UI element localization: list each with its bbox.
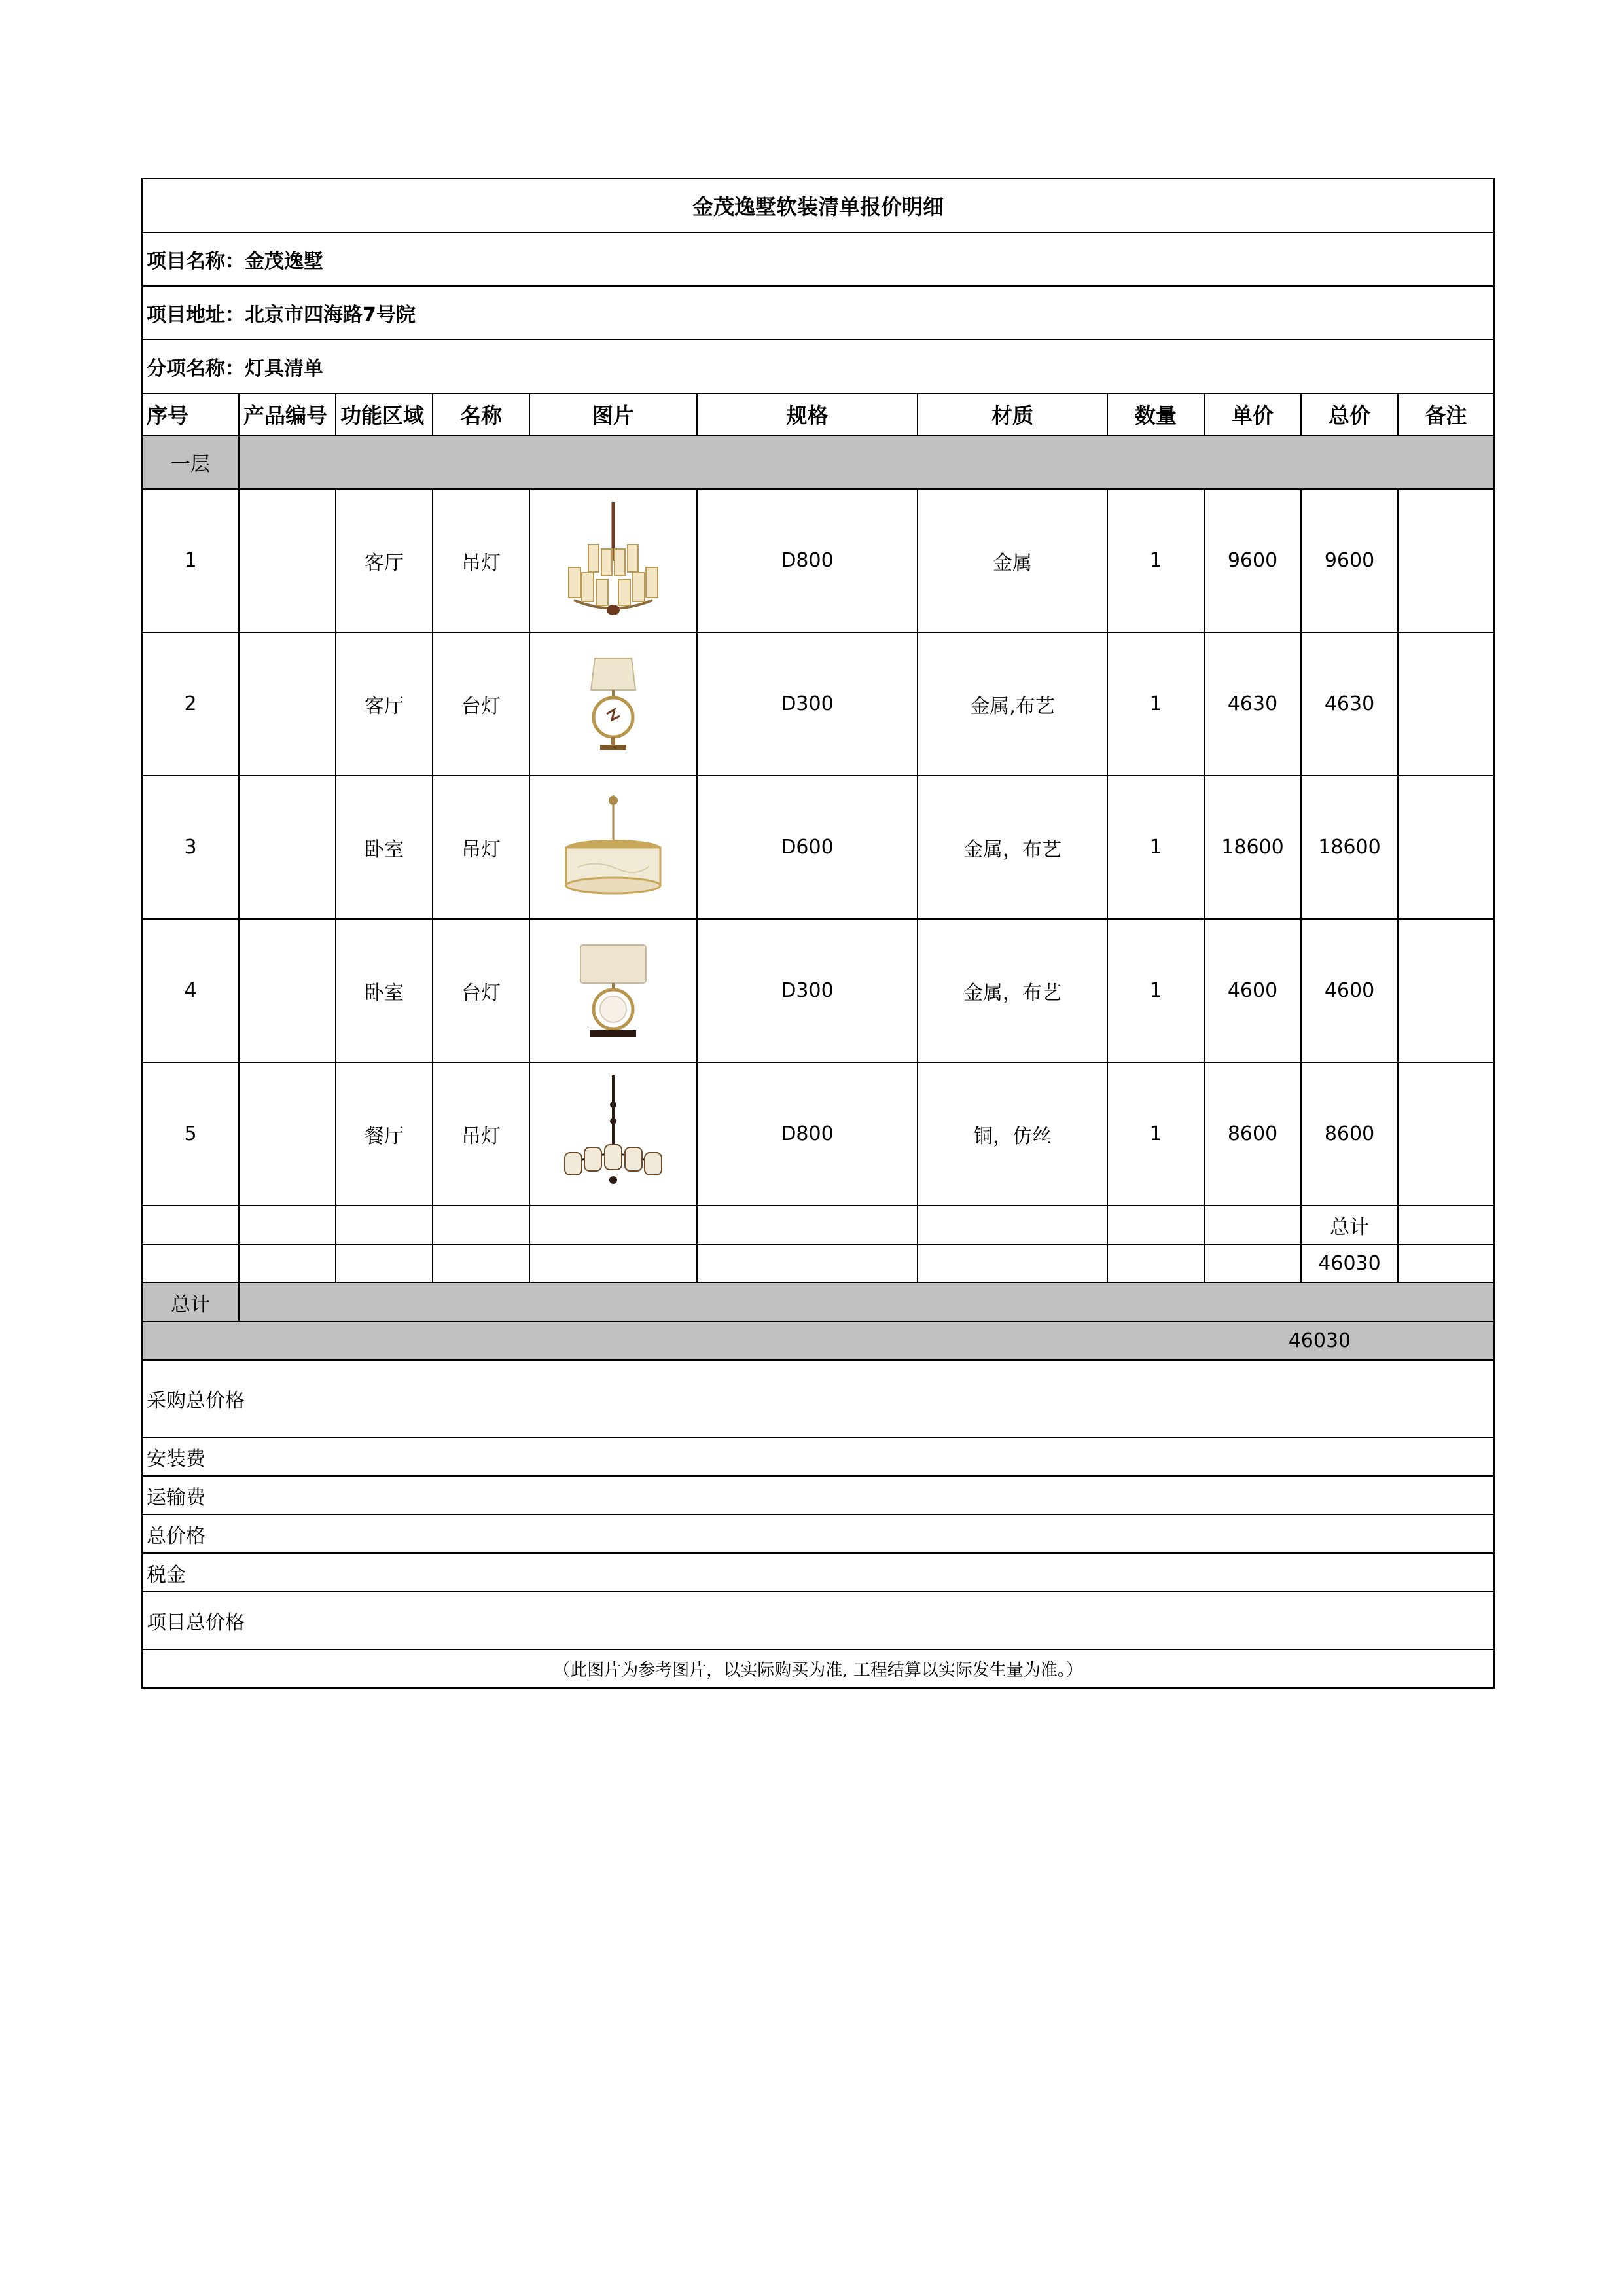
cell-spec: D800	[697, 489, 918, 632]
table-row	[142, 919, 1494, 1062]
cell-qty: 1	[1107, 632, 1204, 776]
subtotal-value: 46030	[1301, 1244, 1398, 1283]
floor-row	[142, 435, 1494, 489]
cell-spec: D300	[697, 632, 918, 776]
cell-remark	[1398, 1062, 1494, 1206]
cell-qty: 1	[1107, 1062, 1204, 1206]
grand-total-label-row	[142, 1283, 1494, 1321]
purchase-total-label: 采购总价格	[142, 1360, 1494, 1437]
cell-qty: 1	[1107, 489, 1204, 632]
cell-remark	[1398, 632, 1494, 776]
cell-name: 吊灯	[433, 776, 529, 919]
cell-image	[529, 919, 697, 1062]
cell-remark	[1398, 776, 1494, 919]
cell-no: 3	[142, 776, 239, 919]
installation-fee-label: 安装费	[142, 1437, 1494, 1476]
cell-remark	[1398, 489, 1494, 632]
cell-spec: D800	[697, 1062, 918, 1206]
header-image: 图片	[529, 393, 697, 435]
cell-total: 8600	[1301, 1062, 1398, 1206]
cell-material: 金属，布艺	[918, 776, 1107, 919]
cell-image	[529, 1062, 697, 1206]
cell-name: 台灯	[433, 919, 529, 1062]
cell-material: 铜，仿丝	[918, 1062, 1107, 1206]
header-no: 序号	[142, 393, 239, 435]
floor-label: 一层	[142, 435, 239, 489]
table-lamp-icon	[580, 652, 646, 757]
grand-total-label: 总计	[142, 1283, 239, 1321]
cell-material: 金属	[918, 489, 1107, 632]
header-total: 总价	[1301, 393, 1398, 435]
total-price-label: 总价格	[142, 1515, 1494, 1553]
cell-area: 卧室	[336, 776, 433, 919]
cell-qty: 1	[1107, 919, 1204, 1062]
header-row	[142, 393, 1494, 435]
cell-no: 2	[142, 632, 239, 776]
cell-image	[529, 776, 697, 919]
cell-total: 18600	[1301, 776, 1398, 919]
header-qty: 数量	[1107, 393, 1204, 435]
header-area: 功能区域	[336, 393, 433, 435]
table-lamp-icon	[571, 939, 656, 1043]
quotation-sheet	[141, 178, 1493, 1689]
cell-spec: D300	[697, 919, 918, 1062]
cell-no: 5	[142, 1062, 239, 1206]
project-total-label: 项目总价格	[142, 1592, 1494, 1649]
cell-unit-price: 18600	[1204, 776, 1301, 919]
subtotal-label-row	[142, 1206, 1494, 1244]
cell-no: 4	[142, 919, 239, 1062]
cell-image	[529, 489, 697, 632]
subtotal-label: 总计	[1301, 1206, 1398, 1244]
cell-area: 餐厅	[336, 1062, 433, 1206]
cell-no: 1	[142, 489, 239, 632]
cell-image	[529, 632, 697, 776]
cell-qty: 1	[1107, 776, 1204, 919]
cell-remark	[1398, 919, 1494, 1062]
chandelier-icon	[561, 502, 666, 620]
cell-spec: D600	[697, 776, 918, 919]
sub-item-name: 分项名称：灯具清单	[142, 340, 1494, 393]
subtotal-value-row	[142, 1244, 1494, 1283]
cell-unit-price: 8600	[1204, 1062, 1301, 1206]
cell-area: 卧室	[336, 919, 433, 1062]
table-row	[142, 489, 1494, 632]
cell-material: 金属,布艺	[918, 632, 1107, 776]
grand-total-value: 46030	[142, 1321, 1494, 1360]
project-name: 项目名称：金茂逸墅	[142, 232, 1494, 286]
chandelier-icon	[561, 1075, 666, 1193]
header-code: 产品编号	[239, 393, 336, 435]
cell-total: 4600	[1301, 919, 1398, 1062]
header-unit-price: 单价	[1204, 393, 1301, 435]
grand-total-value-row	[142, 1321, 1494, 1360]
sheet-title: 金茂逸墅软装清单报价明细	[142, 179, 1494, 232]
header-name: 名称	[433, 393, 529, 435]
table-row	[142, 632, 1494, 776]
cell-unit-price: 4600	[1204, 919, 1301, 1062]
table-row	[142, 776, 1494, 919]
cell-area: 客厅	[336, 632, 433, 776]
cell-name: 台灯	[433, 632, 529, 776]
cell-code	[239, 776, 336, 919]
cell-unit-price: 4630	[1204, 632, 1301, 776]
drum-pendant-icon	[558, 795, 669, 900]
table-row	[142, 1062, 1494, 1206]
header-spec: 规格	[697, 393, 918, 435]
cell-code	[239, 489, 336, 632]
cell-unit-price: 9600	[1204, 489, 1301, 632]
header-material: 材质	[918, 393, 1107, 435]
cell-name: 吊灯	[433, 1062, 529, 1206]
cell-total: 9600	[1301, 489, 1398, 632]
cell-total: 4630	[1301, 632, 1398, 776]
cell-code	[239, 1062, 336, 1206]
project-address: 项目地址：北京市四海路7号院	[142, 286, 1494, 340]
tax-label: 税金	[142, 1553, 1494, 1592]
footnote: （此图片为参考图片，以实际购买为准, 工程结算以实际发生量为准。）	[142, 1649, 1494, 1688]
cell-name: 吊灯	[433, 489, 529, 632]
shipping-fee-label: 运输费	[142, 1476, 1494, 1515]
cell-code	[239, 919, 336, 1062]
cell-area: 客厅	[336, 489, 433, 632]
cell-code	[239, 632, 336, 776]
cell-material: 金属，布艺	[918, 919, 1107, 1062]
header-remark: 备注	[1398, 393, 1494, 435]
quotation-table	[141, 178, 1495, 1689]
